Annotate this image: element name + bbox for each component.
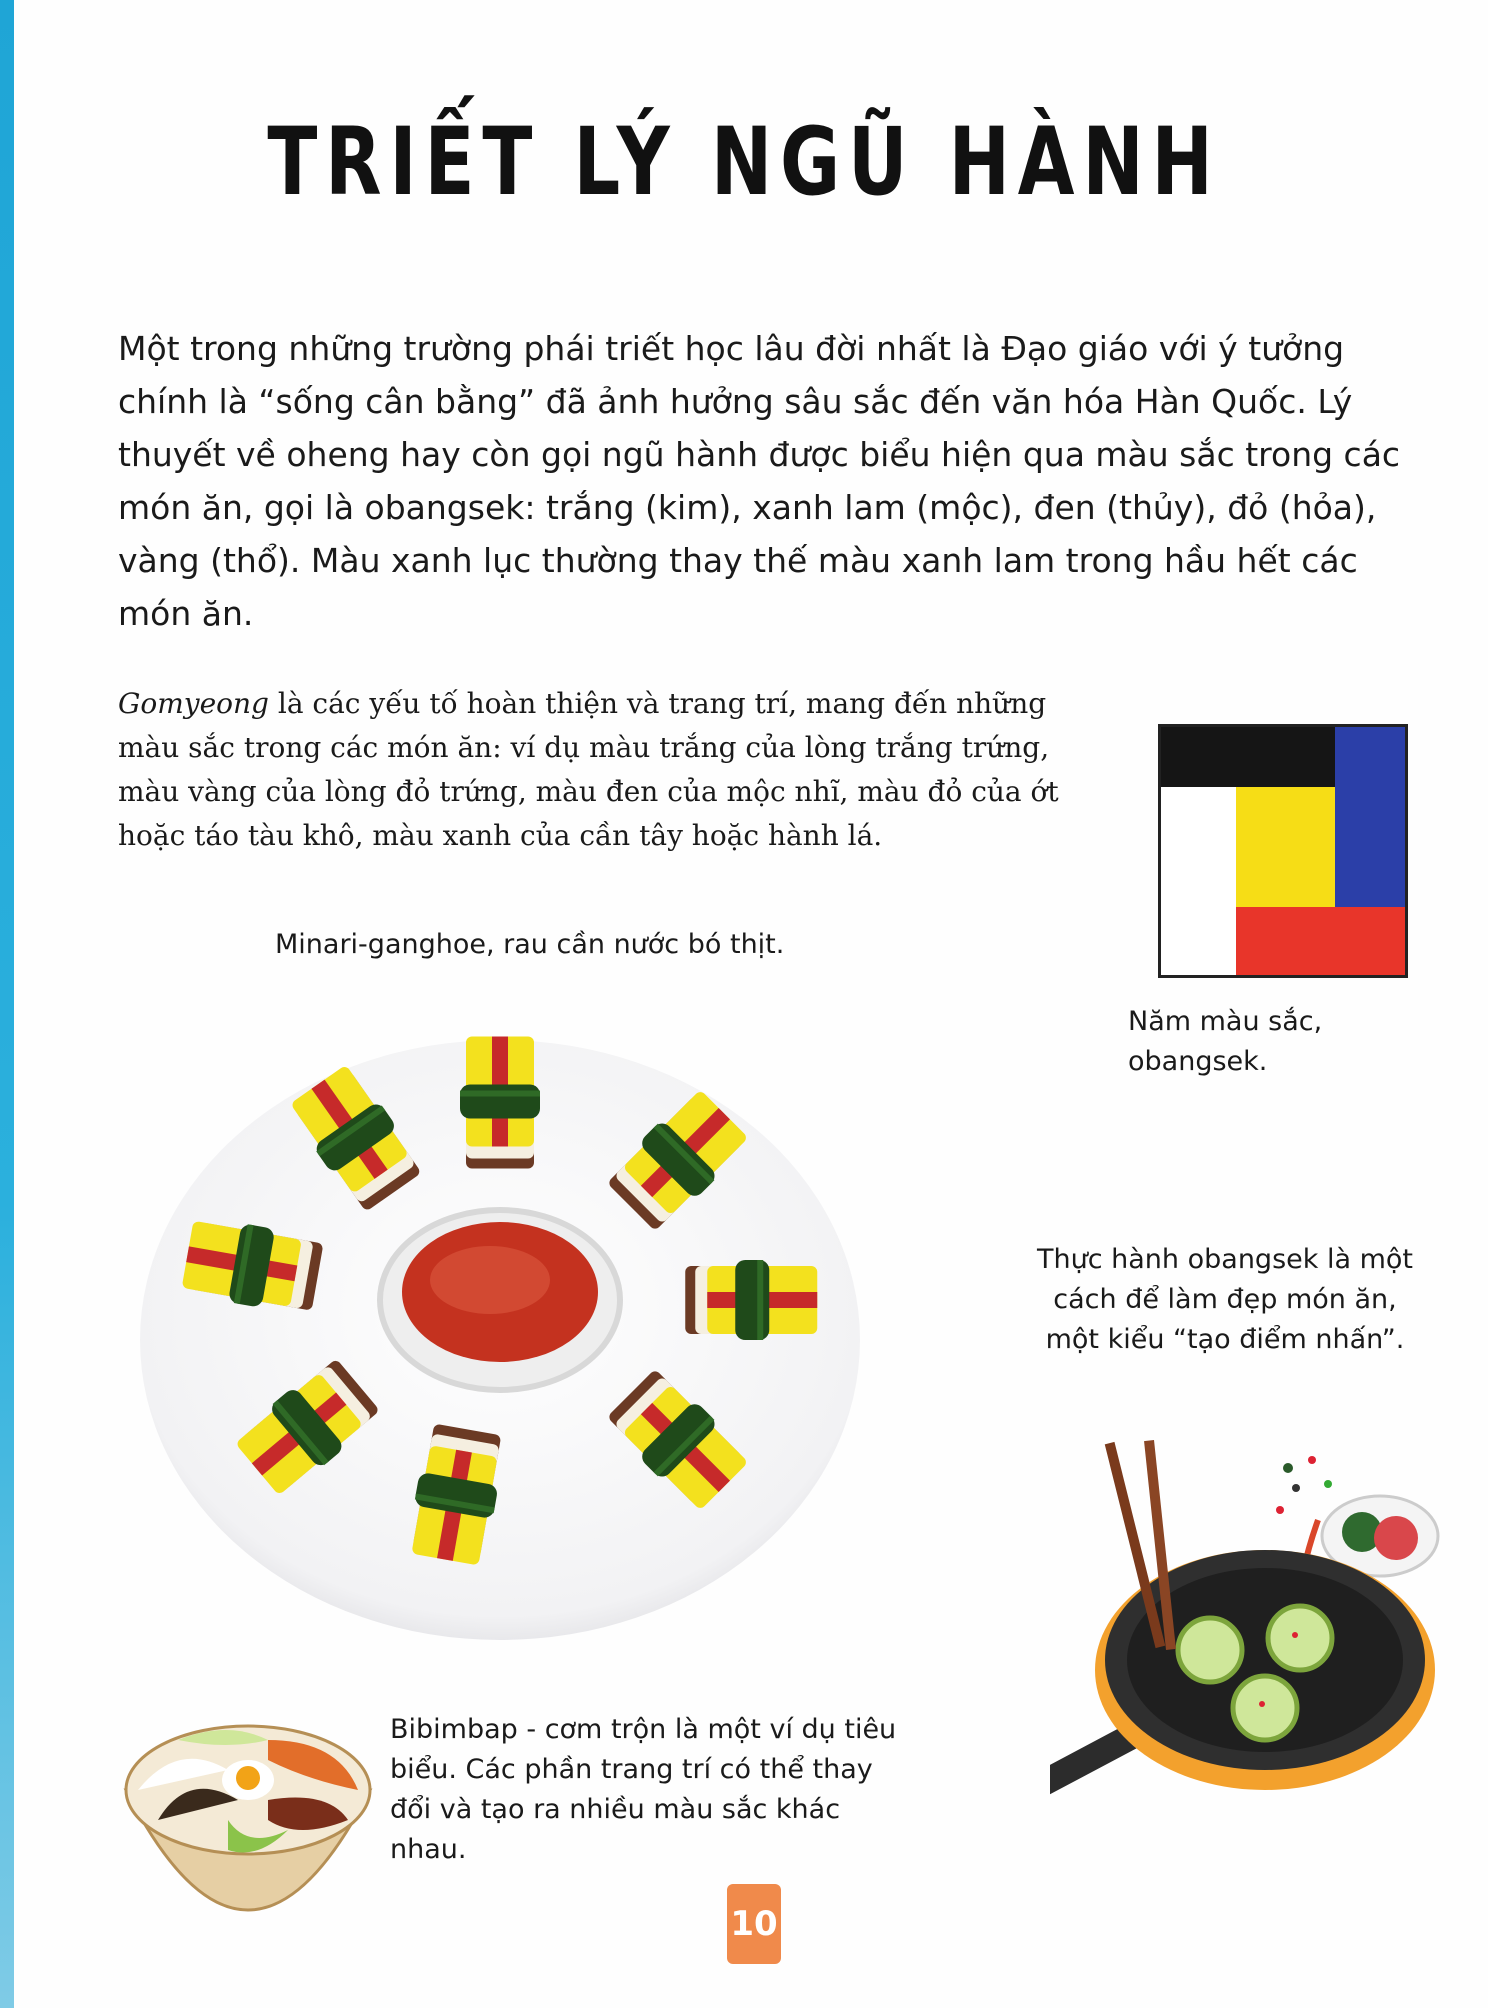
bibimbap-illustration bbox=[118, 1700, 378, 1940]
minari-ganghoe-illustration bbox=[110, 1010, 870, 1650]
gomyeong-text: là các yếu tố hoàn thiện và trang trí, mang đến những màu sắc trong các món ăn: ví dụ màu trắng của lòng trắng trứng, màu vàng của lòng đỏ trứng, màu đen của mộc nhĩ, màu đỏ của ớt hoặc táo tàu khô, màu xanh của cần tây hoặc hành lá. bbox=[118, 687, 1059, 852]
caption-bibimbap: Bibimbap - cơm trộn là một ví dụ tiêu biểu. Các phần trang trí có thể thay đổi và tạo ra nhiều màu sắc khác nhau. bbox=[390, 1714, 897, 1865]
minari-roll bbox=[460, 1037, 540, 1169]
frying-pan-illustration bbox=[1050, 1440, 1450, 1840]
minari-roll bbox=[685, 1260, 817, 1340]
gomyeong-term: Gomyeong bbox=[118, 687, 269, 720]
page-title: TRIẾT LÝ NGŨ HÀNH bbox=[267, 108, 1221, 217]
obangsek-red-block bbox=[1236, 907, 1405, 975]
caption-minari: Minari-ganghoe, rau cần nước bó thịt. bbox=[275, 929, 785, 960]
obangsek-black-block bbox=[1161, 727, 1335, 787]
page-number: 10 bbox=[727, 1884, 781, 1964]
page-edge-strip bbox=[0, 0, 14, 2008]
obangsek-white-block bbox=[1161, 787, 1236, 975]
gomyeong-paragraph bbox=[118, 682, 1088, 858]
caption-obangsek: Năm màu sắc, obangsek. bbox=[1128, 1006, 1323, 1077]
intro-paragraph: Một trong những trường phái triết học lâu đời nhất là Đạo giáo với ý tưởng chính là “sống cân bằng” đã ảnh hưởng sâu sắc đến văn hóa Hàn Quốc. Lý thuyết về oheng hay còn gọi ngũ hành được biểu hiện qua màu sắc trong các món ăn, gọi là obangsek: trắng (kim), xanh lam (mộc), đen (thủy), đỏ (hỏa), vàng (thổ). Màu xanh lục thường thay thế màu xanh lam trong hầu hết các món ăn. bbox=[118, 329, 1401, 633]
obangsek-blue-block bbox=[1335, 727, 1405, 907]
obangsek-color-square bbox=[1158, 724, 1408, 978]
caption-practice: Thực hành obangsek là một cách để làm đẹp món ăn, một kiểu “tạo điểm nhấn”. bbox=[1037, 1244, 1413, 1355]
